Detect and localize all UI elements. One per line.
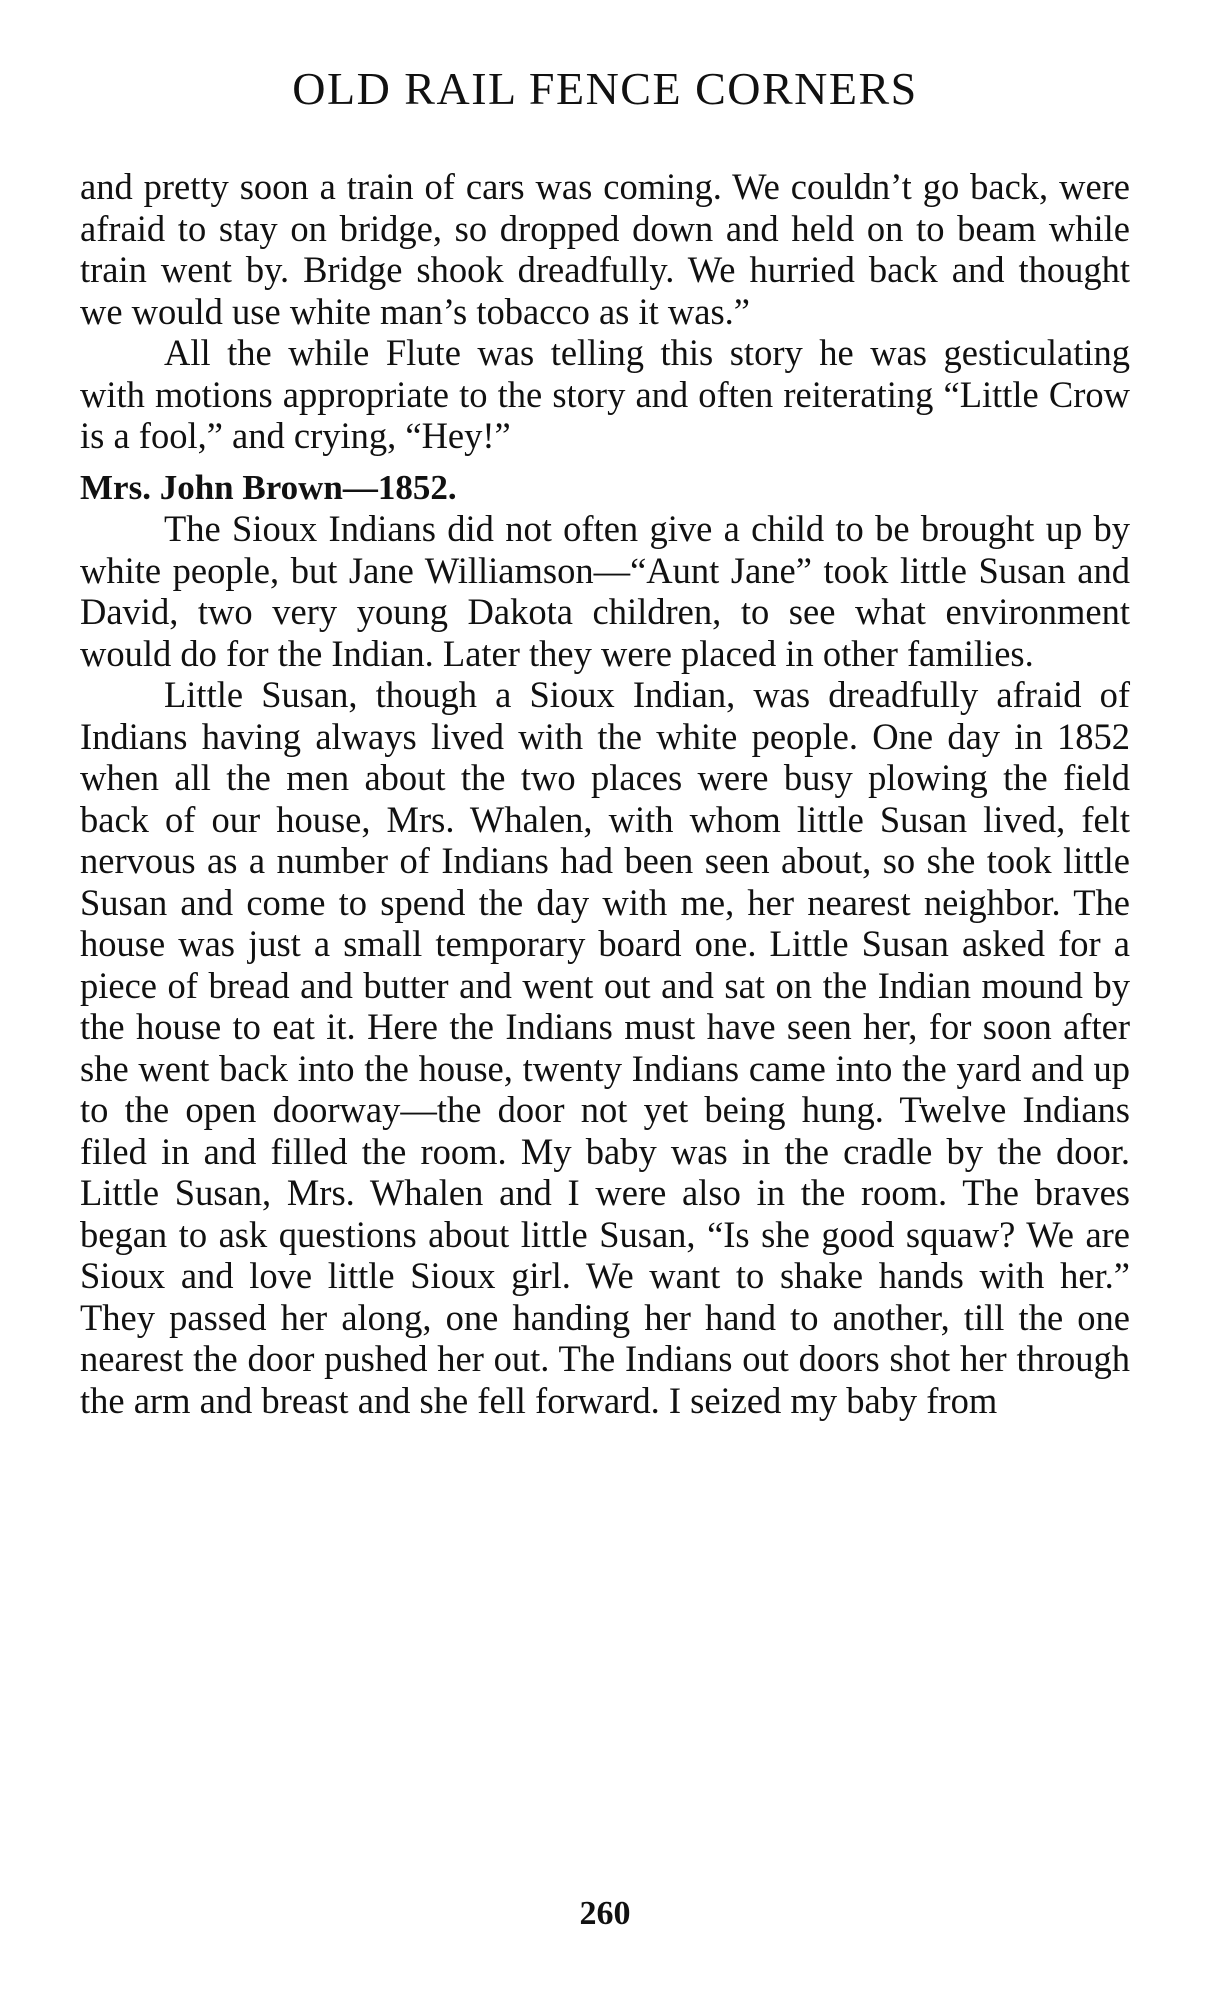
- paragraph-little-susan: Little Susan, though a Sioux Indian, was dreadfully afraid of Indians having always lived with the white people. One day in 1852 when all the men about the two places were busy plowing the field back of our house, Mrs. Whalen, with whom little Susan lived, felt nervous as a number of Indians had been seen about, so she took little Susan and come to spend the day with me, her nearest neighbor. The house was just a small temporary board one. Little Susan asked for a piece of bread and butter and went out and sat on the Indian mound by the house to eat it. Here the Indians must have seen her, for soon after she went back into the house, twenty Indians came into the yard and up to the open doorway—the door not yet being hung. Twelve Indians filed in and filled the room. My baby was in the cradle by the door. Little Susan, Mrs. Whalen and I were also in the room. The braves began to ask questions about little Susan, “Is she good squaw? We are Sioux and love little Sioux girl. We want to shake hands with her.” They passed her along, one handing her hand to another, till the one nearest the door pushed her out. The Indians out doors shot her through the arm and breast and she fell forward. I seized my baby from: [80, 674, 1130, 1421]
- paragraph-aunt-jane: The Sioux Indians did not often give a child to be brought up by white people, but Jane Williamson—“Aunt Jane” took little Susan and David, two very young Dakota children, to see what environment would do for the Indian. Later they were placed in other families.: [80, 508, 1130, 674]
- section-heading: Mrs. John Brown—1852.: [80, 467, 457, 507]
- page-number: 260: [579, 1895, 631, 1932]
- body-text: [80, 166, 1130, 1421]
- paragraph-continuation: and pretty soon a train of cars was coming. We couldn’t go back, were afraid to stay on bridge, so dropped down and held on to beam while train went by. Bridge shook dreadfully. We hurried back and thought we would use white man’s tobacco as it was.”: [80, 166, 1130, 332]
- paragraph-flute-story: All the while Flute was telling this story he was gesticulating with motions appropriate to the story and often reiterating “Little Crow is a fool,” and crying, “Hey!”: [80, 332, 1130, 456]
- running-title: OLD RAIL FENCE CORNERS: [292, 63, 918, 114]
